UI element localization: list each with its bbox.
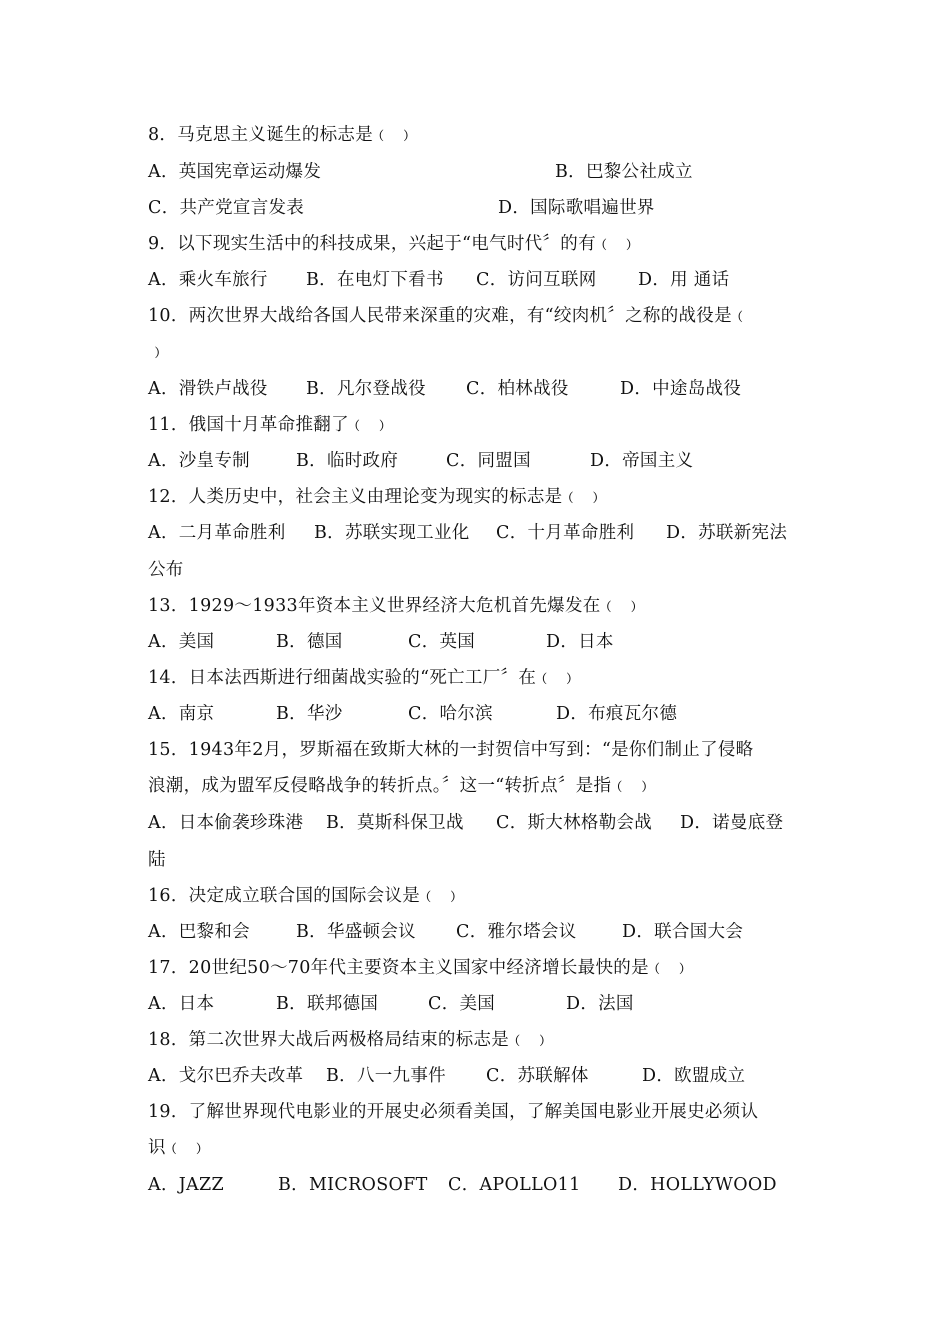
option-c: C．雅尔塔会议 xyxy=(456,922,577,942)
question-9-stem: 9．以下现实生活中的科技成果，兴起于“电气时代〞的有﹙ ﹚ xyxy=(148,234,638,254)
question-14-stem: 14．日本法西斯进行细菌战实验的“死亡工厂〞在﹙ ﹚ xyxy=(148,668,578,688)
option-b: B．八一九事件 xyxy=(326,1066,446,1086)
option-b: B．华沙 xyxy=(276,704,343,724)
question-16-stem: 16．决定成立联合国的国际会议是﹙ ﹚ xyxy=(148,886,462,906)
option-d: D．国际歌唱遍世界 xyxy=(498,198,655,218)
option-a: A．JAZZ xyxy=(148,1175,224,1195)
option-a: A．乘火车旅行 xyxy=(148,270,268,290)
option-d: D．用 通话 xyxy=(638,270,730,290)
question-17-stem: 17．20世纪50～70年代主要资本主义国家中经济增长最快的是﹙ ﹚ xyxy=(148,958,691,978)
option-b: B．凡尔登战役 xyxy=(306,379,426,399)
option-b: B．MICROSOFT xyxy=(278,1175,428,1195)
option-b: B．联邦德国 xyxy=(276,994,379,1014)
option-a: A．日本 xyxy=(148,994,215,1014)
question-15-stem-line-2: 浪潮，成为盟军反侵略战争的转折点。〞这一“转折点〞是指﹙ ﹚ xyxy=(148,776,653,796)
option-c: C．美国 xyxy=(428,994,496,1014)
option-d: D．布痕瓦尔德 xyxy=(556,704,678,724)
option-d: D．苏联新宪法 xyxy=(666,523,788,543)
question-19-stem-line-1: 19．了解世界现代电影业的开展史必须看美国，了解美国电影业开展史必须认 xyxy=(148,1102,759,1122)
question-15-options-wrap: 陆 xyxy=(148,850,166,870)
question-19-stem-line-2: 识﹙ ﹚ xyxy=(148,1138,208,1158)
option-c: C．APOLLO11 xyxy=(448,1175,581,1195)
option-a: A．美国 xyxy=(148,632,215,652)
option-c: C．同盟国 xyxy=(446,451,531,471)
question-18-stem: 18．第二次世界大战后两极格局结束的标志是﹙ ﹚ xyxy=(148,1030,551,1050)
option-d: D．帝国主义 xyxy=(590,451,694,471)
option-d: D．法国 xyxy=(566,994,634,1014)
option-d: D．HOLLYWOOD xyxy=(618,1175,777,1195)
option-c: C．哈尔滨 xyxy=(408,704,493,724)
question-11-stem: 11．俄国十月革命推翻了﹙ ﹚ xyxy=(148,415,391,435)
option-a: A．二月革命胜利 xyxy=(148,523,286,543)
option-c: C．访问互联网 xyxy=(476,270,597,290)
option-b: B．德国 xyxy=(276,632,343,652)
option-a: A．日本偷袭珍珠港 xyxy=(148,813,304,833)
question-8-stem: 8．马克思主义诞生的标志是﹙ ﹚ xyxy=(148,125,415,145)
option-c: C．斯大林格勒会战 xyxy=(496,813,653,833)
option-d: D．中途岛战役 xyxy=(620,379,742,399)
option-a: A．南京 xyxy=(148,704,215,724)
option-b: B．临时政府 xyxy=(296,451,399,471)
option-a: A．滑铁卢战役 xyxy=(148,379,268,399)
question-13-stem: 13．1929～1933年资本主义世界经济大危机首先爆发在﹙ ﹚ xyxy=(148,596,643,616)
option-b: B．苏联实现工业化 xyxy=(314,523,470,543)
option-a: A．沙皇专制 xyxy=(148,451,250,471)
option-a: A．巴黎和会 xyxy=(148,922,250,942)
question-10-stem-line-2: ﹚ xyxy=(148,342,166,362)
question-12-options-wrap: 公布 xyxy=(148,560,184,580)
option-d: D．欧盟成立 xyxy=(642,1066,746,1086)
option-d: D．诺曼底登 xyxy=(680,813,784,833)
option-c: C．共产党宣言发表 xyxy=(148,198,305,218)
option-d: D．联合国大会 xyxy=(622,922,744,942)
option-b: B．华盛顿会议 xyxy=(296,922,416,942)
option-c: C．柏林战役 xyxy=(466,379,569,399)
question-12-stem: 12．人类历史中，社会主义由理论变为现实的标志是﹙ ﹚ xyxy=(148,487,604,507)
option-a: A．英国宪章运动爆发 xyxy=(148,162,322,182)
option-c: C．英国 xyxy=(408,632,476,652)
option-d: D．日本 xyxy=(546,632,614,652)
option-b: B．在电灯下看书 xyxy=(306,270,444,290)
option-b: B．莫斯科保卫战 xyxy=(326,813,464,833)
option-c: C．苏联解体 xyxy=(486,1066,589,1086)
option-b: B．巴黎公社成立 xyxy=(555,162,693,182)
question-15-stem-line-1: 15．1943年2月，罗斯福在致斯大林的一封贺信中写到：“是你们制止了侵略 xyxy=(148,740,754,760)
option-a: A．戈尔巴乔夫改革 xyxy=(148,1066,304,1086)
question-10-stem-line-1: 10．两次世界大战给各国人民带来深重的灾难，有“绞肉机〞之称的战役是﹙ xyxy=(148,306,750,326)
option-c: C．十月革命胜利 xyxy=(496,523,635,543)
